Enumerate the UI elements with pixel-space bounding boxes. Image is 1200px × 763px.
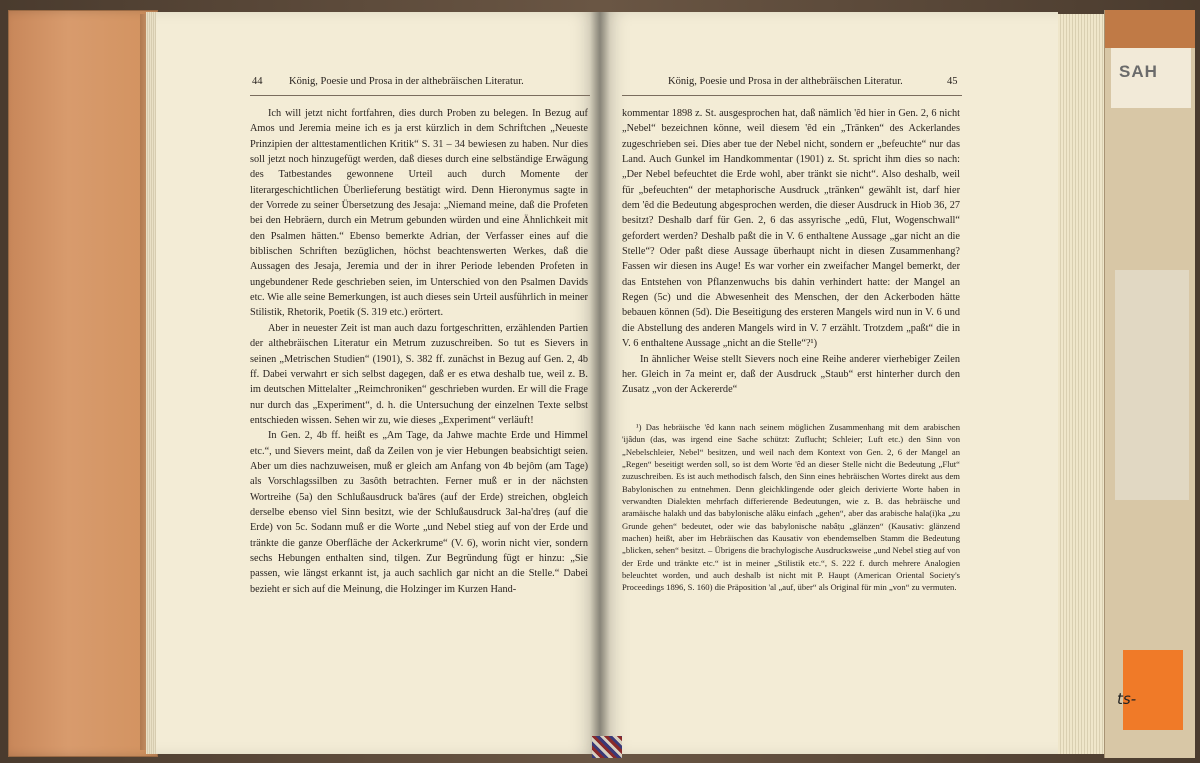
left-running-head: König, Poesie und Prosa in der althebräischen Literatur. xyxy=(289,76,524,87)
paragraph: In ähnlicher Weise stellt Sievers noch eine Reihe anderer vierhebiger Zeilen her. Gleich in 7a meint er, daß der Ausdruck „Staub“ erst hinterher durch den Zusatz „von der Ackererde“ xyxy=(622,353,960,396)
left-body-text xyxy=(250,106,588,597)
spine-label: SAH xyxy=(1119,62,1158,81)
right-page xyxy=(600,12,1058,754)
right-running-head: König, Poesie und Prosa in der althebräischen Literatur. xyxy=(668,76,903,87)
paragraph: Aber in neuester Zeit ist man auch dazu fortgeschritten, erzählenden Partien der althebräischen Literatur ein Metrum zuzuschreiben. So tut es Sievers in seinen „Metrischen Studien“ (1901), S. 382 ff. zunächst in Bezug auf Gen. 2, 4b ff. Dabei verwahrt er sich selbst dagegen, daß er es etwa deshalb tue, weil z. B. im deutschen Mittelalter „Reimchroniken“ geschrieben wurden. Er will die Frage nur durch das „Experiment“, d. h. die Untersuchung der einzelnen Texte selbst entschieden wissen. Sehen wir zu, wie dieses „Experiment“ verläuft! xyxy=(250,322,588,426)
left-page xyxy=(156,12,600,754)
footnote xyxy=(622,421,960,594)
right-header-rule xyxy=(622,95,962,96)
right-body-text xyxy=(622,106,960,398)
left-page-number: 44 xyxy=(252,76,263,87)
footnote-text: ¹) Das hebräische 'êd kann nach seinem möglichen Zusammenhang mit dem arabischen 'ijâdun (das, was irgend eine Sache schützt: Zuflucht; Schleier; Luft etc.) den Sinn von „Nebelschleier, Nebel“ besitzen, und weil nach dem Kontext von Gen. 2, 6 der Mangel an „Regen“ beseitigt werden soll, so ist dem Worte 'êd an dieser Stelle nicht die Bedeutung „Flut“ zuzuschreiben. Es ist auch methodisch falsch, den Sinn eines hebräischen Wortes direkt aus dem Babylonischen zu entnehmen. Denn gleichklingende oder gleich derivierte Worte haben in verwandten Dialekten mehrfach differierende Bedeutungen, wie z. B. das hebräische und aramäische halakh und das babylonische alâku einfach „gehen“, aber das arabische hala(i)ka „zu Grunde gehen“ bedeutet, oder wie das babylonische nabâṭu „glänzen“ (Kausativ: glänzend machen) heißt, aber im Hebräischen das Kausativ von ebendemselben Stamm die Bedeutung „blicken, sehen“ besitzt. – Übrigens die brachylogische Ausdrucksweise „und Nebel stieg auf von der Erde und tränkte etc.“ ist in meiner „Stilistik etc.“, S. 222 f. durch mehrere Analogien beleuchtet worden, und auch deshalb ist nicht mit P. Haupt (American Oriental Society's Proceedings 1896, S. 160) die Präposition 'al „auf, über“ als Original für min „von“ zu vermuten. xyxy=(622,422,960,593)
paragraph: kommentar 1898 z. St. ausgesprochen hat, daß nämlich 'êd hier in Gen. 2, 6 nicht „Nebel“ bezeichnen könne, weil diesem 'êd ein „Tränken“ des Ackerlandes zugeschrieben sei. Dies aber tue der Nebel nicht, sondern er „befeuchte“ nur das Land. Auch Gunkel im Handkommentar (1901) z. St. spricht ihm dies so nach: „Der Nebel befeuchtet die Erde wohl, aber tränkt sie nicht“. Also deshalb, weil für „befeuchten“ der metaphorische Ausdruck „tränken“ gewählt ist, darf hier dem 'êd die Bedeutung abgesprochen werden, die dieser Ausdruck in Hiob 36, 27 besitzt? Deshalb darf für Gen. 2, 6 das assyrische „edû, Flut, Wogenschwall“ gefordert werden? Deshalb paßt die in V. 6 enthaltene Aussage „gar nicht an die Stelle“? Oder paßt diese Aussage überhaupt nicht in diesen Zusammenhang? Fassen wir diesen ins Auge! Es war vorher ein zweifacher Mangel bemerkt, der das Entstehen von Pflanzenwuchs bis dahin verhindert hatte: der Mangel an Regen (5c) und die Abwesenheit des Menschen, der den Ackerboden hätte bebauen können (5d). Die Beseitigung des ersteren Mangels wird nun in V. 6 und die Abstellung des anderen Mangels wird in V. 7 erzählt. Trotzdem „paßt“ die in V. 6 enthaltene Aussage „nicht an die Stelle“?¹) xyxy=(622,108,960,350)
spine-headband xyxy=(592,736,622,758)
left-cover-board xyxy=(8,10,158,757)
paragraph: In Gen. 2, 4b ff. heißt es „Am Tage, da Jahwe machte Erde und Himmel etc.“, und Sievers meint, daß da Zeilen von je vier Hebungen beabsichtigt seien. Aber um dies nachzuweisen, muß er gleich am Anfang von 4b bejôm (am Tage) als Vorschlagssilben zu 3asôth betrachten. Ferner muß er in der nächsten Wortreihe (5a) den Schlußausdruck ba'âres (auf der Erde) streichen, obgleich derselbe ebenso viel Sinn besitzt, wie der Schlußausdruck 3al-ha'dreṣ (auf die Erde) von 5c. Sodann muß er die Worte „und Nebel stieg auf von der Erde und tränkte die ganze Oberfläche der Ackerkrume“ (V. 6), worin nicht vier, sondern sechs Hebungen enthalten sind, tilgen. Zur Begründung fügt er hinzu: „Sie passen, wie längst erkannt ist, ja auch sachlich gar nicht an die Stelle.“ Dabei bezieht er sich auf die Meinung, die Holzinger im Kurzen Hand- xyxy=(250,430,588,595)
faded-panel xyxy=(1115,270,1189,500)
cover-band xyxy=(1105,10,1195,48)
right-page-number: 45 xyxy=(947,76,958,87)
paragraph: Ich will jetzt nicht fortfahren, dies durch Proben zu belegen. In Bezug auf Amos und Jeremia meine ich es ja erst kürzlich in dem Schriftchen „Neueste Prinzipien der alttestamentlichen Kritik“ S. 31 – 34 bewiesen zu haben. Nur dies soll jetzt noch hinzugefügt werden, daß dieses durch eine selbständige Erwägung des Tatbestandes gewonnene Urteil auch durch Momente der literargeschichtlichen Überlieferung bestätigt wird. Denn Hieronymus sagte in der Vorrede zu seiner Übersetzung des Jesaja: „Niemand meine, daß die Profeten bei den Hebräern, durch ein Metrum gebunden würden und eine Ähnlichkeit mit den Psalmen hätten.“ Ebenso bemerkte Adrian, der Verfasser eines auf die biblischen Schriften bezüglichen, höchst beachtenswerten Werkes, daß die Aussagen des Jesaja, Jeremia und der in ihrer Periode lebenden Profeten in ungebundener Rede geschrieben seien, im Unterschied von den Psalmen Davids etc. Wie alle seine Bemerkungen, ist auch dieses sein Urteil ausführlich in meiner Stilistik, Rhetorik, Poetik (S. 319 etc.) erörtert. xyxy=(250,108,588,319)
right-cover-board xyxy=(1104,10,1195,758)
handwritten-note: ts- xyxy=(1117,690,1137,708)
left-header-rule xyxy=(250,95,590,96)
book-gutter xyxy=(590,12,610,754)
